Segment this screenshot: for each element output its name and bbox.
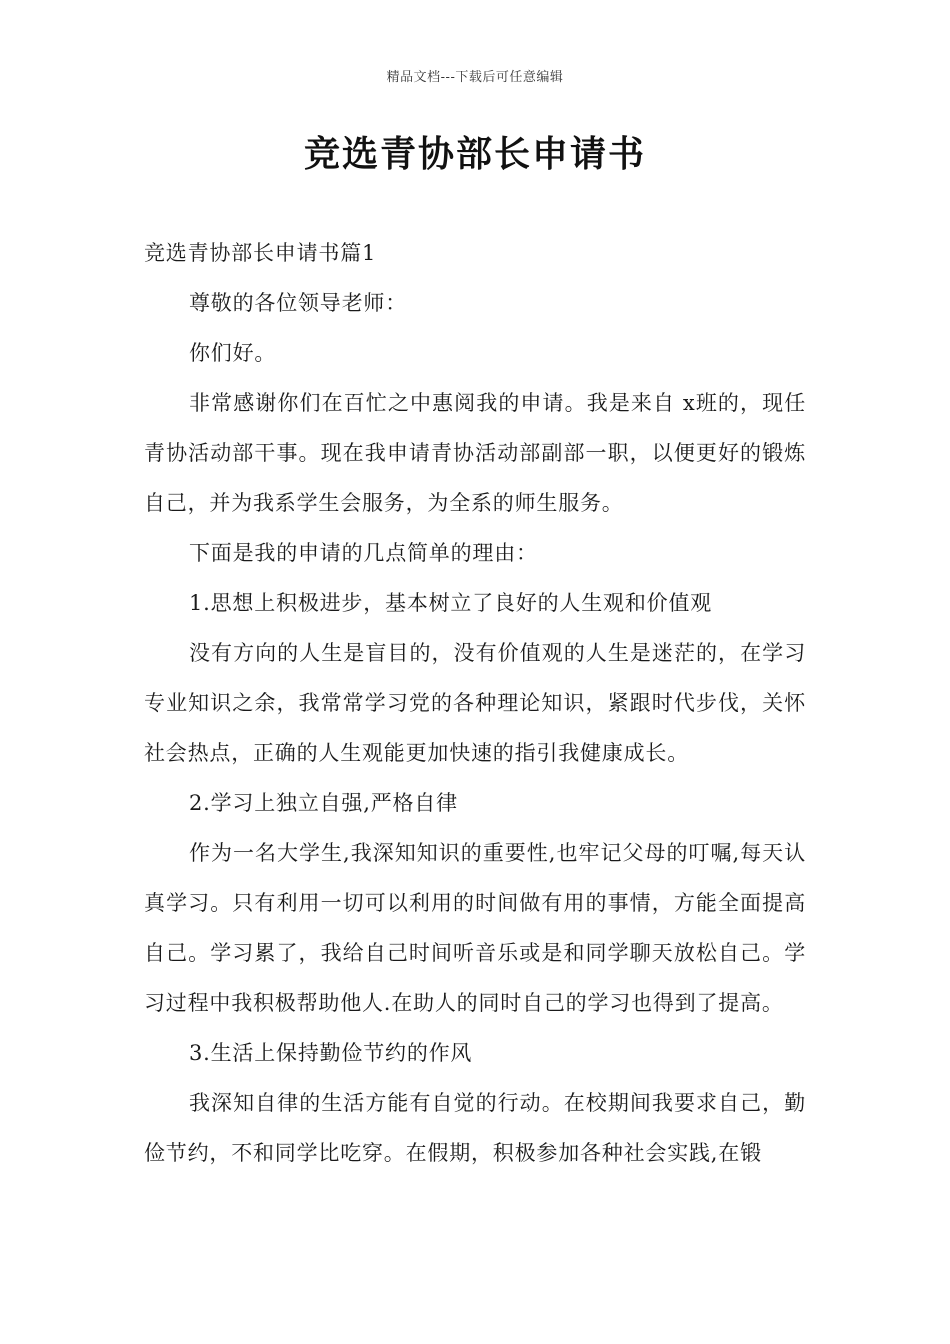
reasons-lead: 下面是我的申请的几点简单的理由：: [189, 541, 538, 565]
salutation: 尊敬的各位领导老师：: [189, 291, 407, 315]
reason-3-paragraph: 我深知自律的生活方能有自觉的行动。在校期间我要求自己，勤俭节约，不和同学比吃穿。在假期，积极参加各种社会实践,在锻: [144, 1091, 806, 1165]
reason-1-heading: 1.思想上积极进步，基本树立了良好的人生观和价值观: [189, 591, 713, 615]
document-title: 竞选青协部长申请书: [303, 134, 646, 175]
reason-1-paragraph: 没有方向的人生是盲目的，没有价值观的人生是迷茫的，在学习专业知识之余，我常常学习党的各种理论知识，紧跟时代步伐，关怀社会热点，正确的人生观能更加快速的指引我健康成长。: [144, 641, 806, 765]
reason-2-heading: 2.学习上独立自强,严格自律: [189, 791, 458, 815]
greeting: 你们好。: [189, 341, 277, 365]
reason-3-heading: 3.生活上保持勤俭节约的作风: [189, 1041, 473, 1065]
reason-2-paragraph: 作为一名大学生,我深知知识的重要性,也牢记父母的叮嘱,每天认真学习。只有利用一切可以利用的时间做有用的事情，方能全面提高自己。学习累了，我给自己时间听音乐或是和同学聊天放松自己。学习过程中我积极帮助他人.在助人的同时自己的学习也得到了提高。: [144, 841, 806, 1015]
section-heading: 竞选青协部长申请书篇1: [144, 241, 377, 265]
intro-paragraph: 非常感谢你们在百忙之中惠阅我的申请。我是来自 x班的，现任青协活动部干事。现在我申请青协活动部副部一职，以便更好的锻炼自己，并为我系学生会服务，为全系的师生服务。: [144, 391, 806, 515]
header-note: 精品文档---下载后可任意编辑: [386, 70, 564, 85]
document-body: [144, 228, 806, 1178]
